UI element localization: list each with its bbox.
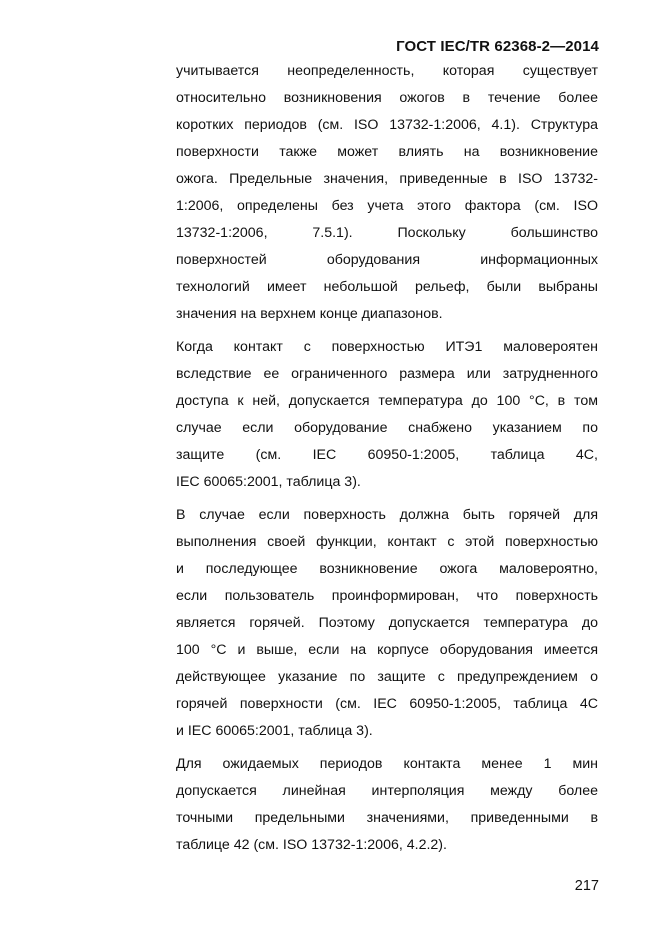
text-line: действующее указание по защите с предупреждением о xyxy=(176,669,598,685)
paragraph-2 xyxy=(176,334,598,496)
text-line: таблице 42 (см. ISO 13732-1:2006, 4.2.2). xyxy=(176,837,447,853)
text-line: 13732-1:2006, 7.5.1). Поскольку большинство xyxy=(176,225,598,241)
text-line: Для ожидаемых периодов контакта менее 1 мин xyxy=(176,756,598,772)
text-line: учитывается неопределенность, которая существует xyxy=(176,63,598,79)
text-line: допускается линейная интерполяция между более xyxy=(176,783,598,799)
text-line: поверхностей оборудования информационных xyxy=(176,252,598,268)
text-line: доступа к ней, допускается температура до 100 °С, в том xyxy=(176,393,598,409)
text-line: и IEC 60065:2001, таблица 3). xyxy=(176,723,373,739)
page-number: 217 xyxy=(574,878,599,894)
text-line: 1:2006, определены без учета этого фактора (см. ISO xyxy=(176,198,598,214)
document-header: ГОСТ IEC/TR 62368-2—2014 xyxy=(396,38,599,55)
text-line: значения на верхнем конце диапазонов. xyxy=(176,306,443,322)
paragraph-3 xyxy=(176,502,598,745)
text-line: коротких периодов (см. ISO 13732-1:2006, 4.1). Структура xyxy=(176,117,598,133)
text-line: Когда контакт с поверхностью ИТЭ1 маловероятен xyxy=(176,339,598,355)
text-line: В случае если поверхность должна быть горячей для xyxy=(176,507,598,523)
text-line: точными предельными значениями, приведенными в xyxy=(176,810,598,826)
text-line: относительно возникновения ожогов в течение более xyxy=(176,90,598,106)
text-line: 100 °С и выше, если на корпусе оборудования имеется xyxy=(176,642,598,658)
text-line: и последующее возникновение ожога маловероятно, xyxy=(176,561,598,577)
paragraph-1 xyxy=(176,58,598,328)
text-line: вследствие ее ограниченного размера или затрудненного xyxy=(176,366,598,382)
text-line: ожога. Предельные значения, приведенные в ISO 13732- xyxy=(176,171,598,187)
text-line: является горячей. Поэтому допускается температура до xyxy=(176,615,598,631)
text-line: если пользователь проинформирован, что поверхность xyxy=(176,588,598,604)
text-line: технологий имеет небольшой рельеф, были выбраны xyxy=(176,279,598,295)
text-line: случае если оборудование снабжено указанием по xyxy=(176,420,598,436)
text-line: поверхности также может влиять на возникновение xyxy=(176,144,598,160)
text-line: выполнения своей функции, контакт с этой поверхностью xyxy=(176,534,598,550)
text-line: защите (см. IEC 60950-1:2005, таблица 4С, xyxy=(176,447,598,463)
text-line: горячей поверхности (см. IEC 60950-1:2005, таблица 4С xyxy=(176,696,598,712)
paragraph-4 xyxy=(176,751,598,859)
text-line: IEC 60065:2001, таблица 3). xyxy=(176,474,361,490)
body-text xyxy=(176,58,598,865)
